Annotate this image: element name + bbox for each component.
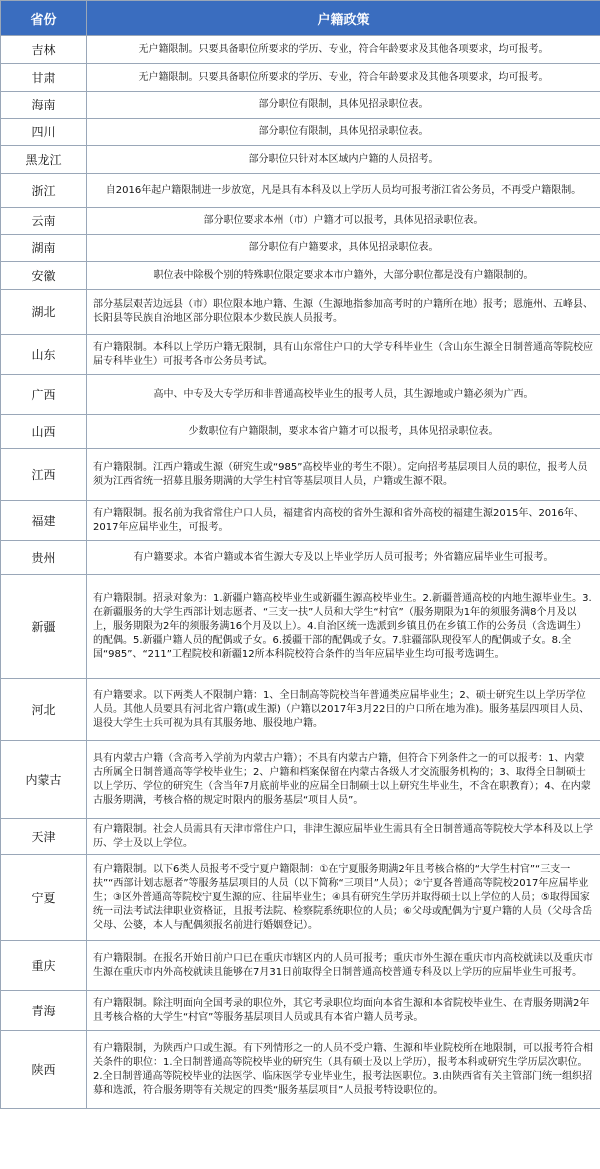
province-cell: 黑龙江 (1, 146, 87, 174)
province-cell: 青海 (1, 991, 87, 1031)
table-row (1, 819, 600, 855)
policy-cell: 有户籍限制。社会人员需具有天津市常住户口，非津生源应届毕业生需具有全日制普通高等院校大学本科及以上学历、学士及以上学位。 (87, 819, 600, 855)
policy-cell: 有户籍限制。本科以上学历户籍无限制，具有山东常住户口的大学专科毕业生（含山东生源全日制普通高等院校应届专科毕业生）可报考各市公务员考试。 (87, 335, 600, 375)
province-cell: 宁夏 (1, 855, 87, 941)
province-cell: 内蒙古 (1, 741, 87, 819)
province-cell: 江西 (1, 449, 87, 501)
province-cell: 山西 (1, 415, 87, 449)
province-cell: 广西 (1, 375, 87, 415)
policy-cell: 有户籍限制。除注明面向全国考录的职位外，其它考录职位均面向本省生源和本省院校毕业生、在青服务期满2年且考核合格的大学生“村官”等服务基层项目人员或具有本省户籍人员考录。 (87, 991, 600, 1031)
policy-cell: 有户籍限制。以下6类人员报考不受宁夏户籍限制：①在宁夏服务期满2年且考核合格的“大学生村官”“三支一扶”“西部计划志愿者”等服务基层项目的人员（以下简称“三项目”人员）；②宁夏各普通高等院校2017年应届毕业生；③区外普通高等院校宁夏生源的应、往届毕业生；④具有研究生学历并取得硕士以上学位的人员；⑤取得国家统一司法考试法律职业资格证，且报考法院、检察院系统职位的人员；⑥父母或配偶为宁夏户籍的人员（父母含岳父母、公婆，本人与配偶须报名前进行婚姻登记）。 (87, 855, 600, 941)
policy-cell: 部分职位有限制，具体见招录职位表。 (87, 119, 600, 146)
province-cell: 安徽 (1, 262, 87, 290)
policy-cell: 部分职位只针对本区域内户籍的人员招考。 (87, 146, 600, 174)
policy-cell: 部分职位有限制，具体见招录职位表。 (87, 92, 600, 119)
table-row (1, 991, 600, 1031)
policy-cell: 有户籍限制。在报名开始日前户口已在重庆市辖区内的人员可报考；重庆市外生源在重庆市内高校就读以及重庆市生源在重庆市内外高校就读且能够在7月31日前取得全日制普通高校普通专科及以上学历的应届毕业生可报考。 (87, 941, 600, 991)
policy-cell: 有户籍要求。本省户籍或本省生源大专及以上毕业学历人员可报考；外省籍应届毕业生可报考。 (87, 541, 600, 575)
table-row (1, 64, 600, 92)
policy-cell: 自2016年起户籍限制进一步放宽，凡是具有本科及以上学历人员均可报考浙江省公务员，不再受户籍限制。 (87, 174, 600, 208)
province-cell: 四川 (1, 119, 87, 146)
table-row (1, 92, 600, 119)
province-cell: 吉林 (1, 36, 87, 64)
policy-cell: 职位表中除极个别的特殊职位限定要求本市户籍外，大部分职位都是没有户籍限制的。 (87, 262, 600, 290)
table-row (1, 119, 600, 146)
table-row (1, 290, 600, 335)
province-cell: 贵州 (1, 541, 87, 575)
policy-cell: 有户籍限制。江西户籍或生源（研究生或“985”高校毕业的考生不限）。定向招考基层项目人员的职位，报考人员须为江西省统一招募且服务期满的大学生村官等基层项目人员，户籍或生源不限。 (87, 449, 600, 501)
table-row (1, 741, 600, 819)
province-cell: 海南 (1, 92, 87, 119)
policy-cell: 高中、中专及大专学历和非普通高校毕业生的报考人员，其生源地或户籍必须为广西。 (87, 375, 600, 415)
province-cell: 河北 (1, 679, 87, 741)
province-cell: 重庆 (1, 941, 87, 991)
policy-cell: 有户籍限制。招录对象为：1.新疆户籍高校毕业生或新疆生源高校毕业生。2.新疆普通高校的内地生源毕业生。3.在新疆服务的大学生西部计划志愿者、“三支一扶”人员和大学生“村官”（服务期限为1年的须服务满8个月及以上，服务期限为2年的须服务满16个月及以上）。4.自治区统一选派到乡镇且仍在乡镇工作的公务员（含选调生）的配偶。5.新疆户籍人员的配偶或子女。6.援疆干部的配偶或子女。7.驻疆部队现役军人的配偶或子女。8.全国“985”、“211”工程院校和新疆12所本科院校符合条件的当年应届毕业生均可报考选调生。 (87, 575, 600, 679)
policy-cell: 有户籍限制，为陕西户口或生源。有下列情形之一的人员不受户籍、生源和毕业院校所在地限制，可以报考符合相关条件的职位：1.全日制普通高等院校毕业的研究生（具有硕士及以上学历），报考本科或研究生学历层次职位。2.全日制普通高等院校毕业的法医学、临床医学专业毕业生，报考法医职位。3.由陕西省有关主管部门统一组织招募和选派，符合服务期等有关规定的四类“服务基层项目”人员报考特设职位的。 (87, 1031, 600, 1109)
table-row (1, 575, 600, 679)
table-row (1, 855, 600, 941)
table-row (1, 501, 600, 541)
province-cell: 湖北 (1, 290, 87, 335)
policy-cell: 部分职位要求本州（市）户籍才可以报考，具体见招录职位表。 (87, 208, 600, 235)
policy-cell: 部分职位有户籍要求，具体见招录职位表。 (87, 235, 600, 262)
table-row (1, 415, 600, 449)
table-row (1, 174, 600, 208)
province-cell: 云南 (1, 208, 87, 235)
table-row (1, 36, 600, 64)
province-cell: 浙江 (1, 174, 87, 208)
province-cell: 天津 (1, 819, 87, 855)
province-cell: 山东 (1, 335, 87, 375)
policy-cell: 部分基层艰苦边远县（市）职位限本地户籍、生源（生源地指参加高考时的户籍所在地）报考；恩施州、五峰县、长阳县等民族自治地区部分职位限本少数民族人员报考。 (87, 290, 600, 335)
policy-cell: 无户籍限制。只要具备职位所要求的学历、专业，符合年龄要求及其他各项要求，均可报考。 (87, 64, 600, 92)
province-cell: 福建 (1, 501, 87, 541)
table-row (1, 146, 600, 174)
header-policy: 户籍政策 (87, 1, 600, 36)
table-row (1, 541, 600, 575)
province-cell: 湖南 (1, 235, 87, 262)
header-province: 省份 (1, 1, 87, 36)
policy-cell: 少数职位有户籍限制，要求本省户籍才可以报考，具体见招录职位表。 (87, 415, 600, 449)
province-cell: 甘肃 (1, 64, 87, 92)
province-cell: 陕西 (1, 1031, 87, 1109)
table-row (1, 375, 600, 415)
policy-cell: 无户籍限制。只要具备职位所要求的学历、专业，符合年龄要求及其他各项要求，均可报考。 (87, 36, 600, 64)
table-row (1, 335, 600, 375)
table-row (1, 208, 600, 235)
table-row (1, 679, 600, 741)
table-row (1, 262, 600, 290)
policy-cell: 有户籍限制。报名前为我省常住户口人员，福建省内高校的省外生源和省外高校的福建生源2015年、2016年、2017年应届毕业生，可报考。 (87, 501, 600, 541)
table-row (1, 235, 600, 262)
table-row (1, 449, 600, 501)
policy-cell: 有户籍要求。以下两类人不限制户籍：1、全日制高等院校当年普通类应届毕业生；2、硕士研究生以上学历学位人员。其他人员要具有河北省户籍(或生源)（户籍以2017年3月22日的户口所在地为准)。服务基层四项目人员、退役大学生士兵可视为具有其服务地、服役地户籍。 (87, 679, 600, 741)
table-header-row (1, 1, 600, 36)
policy-cell: 具有内蒙古户籍（含高考入学前为内蒙古户籍）；不具有内蒙古户籍，但符合下列条件之一的可以报考：1、内蒙古所属全日制普通高等学校毕业生；2、户籍和档案保留在内蒙古各级人才交流服务机构的；3、取得全日制硕士以上学历、学位的研究生（含当年7月底前毕业的应届全日制硕士以上研究生毕业生，不含在职教育）；4、在内蒙古服务期满，考核合格的规定时限内的服务基层“项目人员”。 (87, 741, 600, 819)
province-cell: 新疆 (1, 575, 87, 679)
table-row (1, 1031, 600, 1109)
table-row (1, 941, 600, 991)
